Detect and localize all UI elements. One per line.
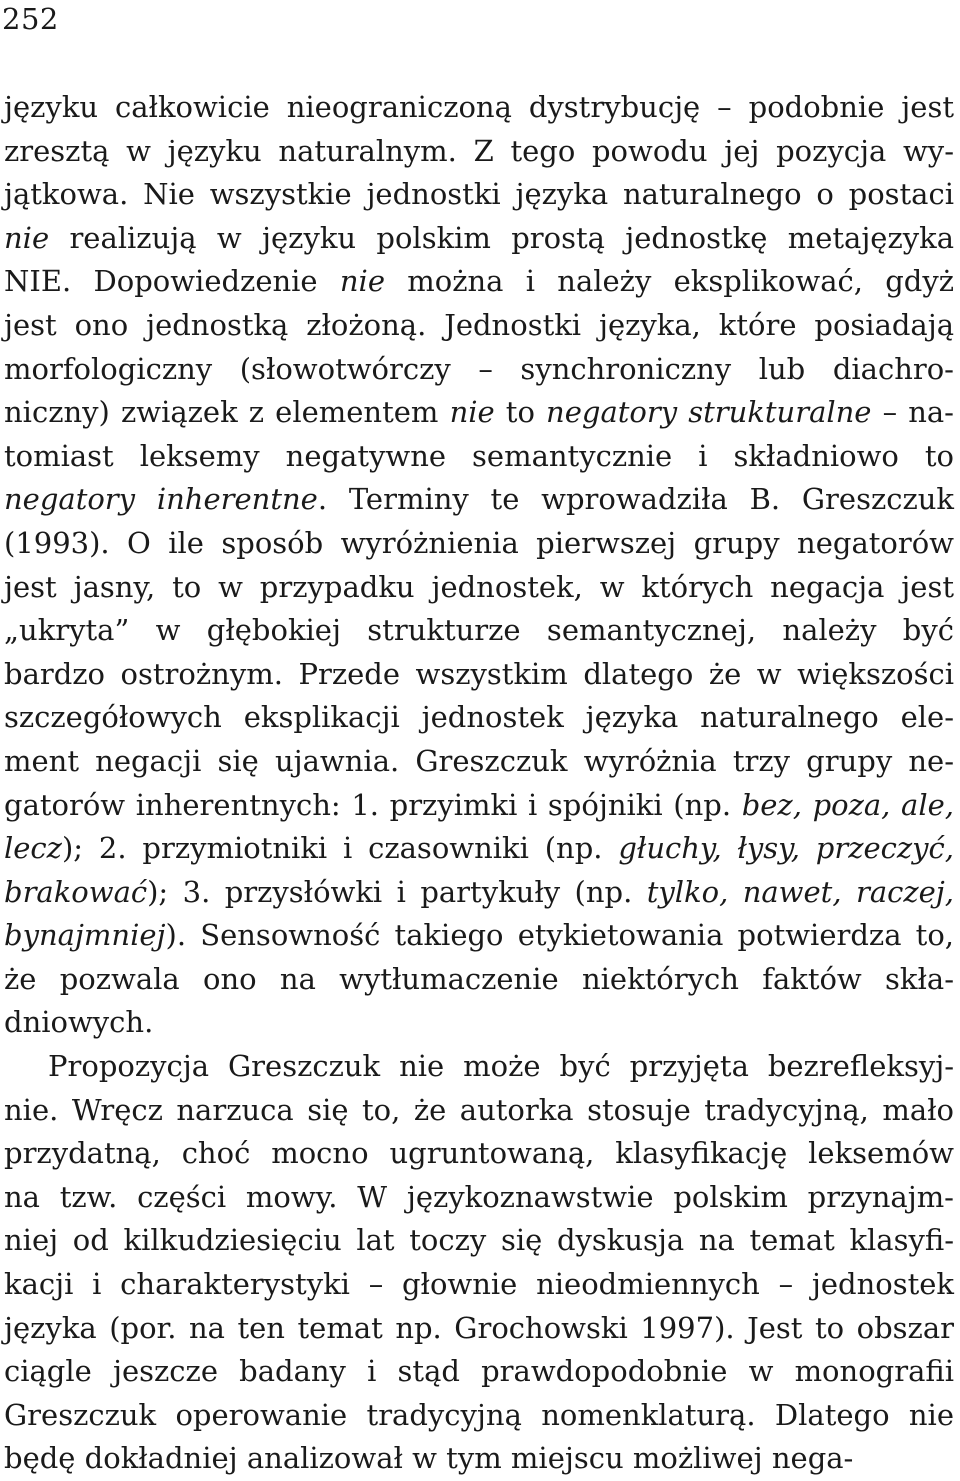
text-line [4, 130, 954, 174]
italic-term: lecz [4, 831, 62, 866]
text-run: na tzw. części mowy. W językoznawstwie polskim przynajm- [4, 1179, 954, 1214]
text-run: NIE. Dopowiedzenie [4, 264, 340, 299]
text-line [4, 1350, 954, 1394]
italic-term: głuchy, łysy, przeczyć, [618, 831, 954, 866]
text-run: tomiast leksemy negatywne semantycznie i składniowo to [4, 438, 954, 473]
text-run: języka (por. na ten temat np. Grochowski 1997). Jest to obszar [4, 1310, 954, 1345]
text-line [4, 1089, 954, 1133]
text-line [4, 914, 954, 958]
text-run: będę dokładniej analizował w tym miejscu możliwej nega- [4, 1441, 854, 1476]
text-run: Greszczuk operowanie tradycyjną nomenklaturą. Dlatego nie [4, 1397, 954, 1432]
text-line [4, 304, 954, 348]
text-run: – na- [871, 395, 954, 430]
text-run: przydatną, choć mocno ugruntowaną, klasyfikację leksemów [4, 1136, 954, 1171]
italic-term: negatory strukturalne [546, 395, 872, 430]
italic-term: bez, poza, ale, [741, 787, 954, 822]
text-line [4, 1176, 954, 1220]
text-line [4, 1263, 954, 1307]
text-run: ). Sensowność takiego etykietowania potwierdza to, [165, 918, 954, 953]
text-run: zresztą w języku naturalnym. Z tego powodu jej pozycja wy- [4, 133, 954, 168]
italic-term: nie [339, 264, 385, 299]
text-line [4, 566, 954, 610]
text-line [4, 1307, 954, 1351]
text-line [4, 86, 954, 130]
text-run: można i należy eksplikować, gdyż [385, 264, 954, 299]
text-run: morfologiczny (słowotwórczy – synchroniczny lub diachro- [4, 351, 954, 386]
text-run: ); 2. przymiotniki i czasowniki (np. [61, 831, 619, 866]
text-line [4, 173, 954, 217]
text-line [4, 958, 954, 1002]
text-line [4, 260, 954, 304]
text-run: Propozycja Greszczuk nie może być przyjęta bezrefleksyj- [48, 1049, 954, 1084]
text-line [4, 478, 954, 522]
text-line [4, 827, 954, 871]
text-line [4, 784, 954, 828]
text-line [4, 391, 954, 435]
paragraph [4, 86, 954, 1045]
text-line [4, 217, 954, 261]
text-line [4, 435, 954, 479]
text-run: nie. Wręcz narzuca się to, że autorka stosuje tradycyjną, mało [4, 1092, 954, 1127]
text-run: ); 3. przysłówki i partykuły (np. [147, 874, 647, 909]
text-line [4, 1437, 954, 1481]
text-run: gatorów inherentnych: 1. przyimki i spójniki (np. [4, 787, 742, 822]
text-line [4, 522, 954, 566]
text-line [4, 1001, 954, 1045]
italic-term: nie [449, 395, 495, 430]
text-run: ciągle jeszcze badany i stąd prawdopodobnie w monografii [4, 1354, 954, 1389]
text-line [4, 696, 954, 740]
text-run: kacji i charakterystyki – głownie nieodmiennych – jednostek [4, 1267, 954, 1302]
text-run: „ukryta” w głębokiej strukturze semantycznej, należy być [4, 613, 954, 648]
page-number: 252 [2, 2, 59, 36]
text-run: dniowych. [4, 1005, 154, 1040]
text-run: ment negacji się ujawnia. Greszczuk wyróżnia trzy grupy ne- [4, 743, 954, 778]
italic-term: brakować [4, 874, 148, 909]
italic-term: nie [4, 220, 50, 255]
text-run: języku całkowicie nieograniczoną dystrybucję – podobnie jest [4, 90, 954, 124]
text-run: szczegółowych eksplikacji jednostek języka naturalnego ele- [4, 700, 954, 735]
text-line [4, 609, 954, 653]
text-run: jątkowa. Nie wszystkie jednostki języka naturalnego o postaci [4, 177, 954, 212]
italic-term: tylko, nawet, raczej, [646, 874, 955, 909]
text-line [4, 1132, 954, 1176]
text-line [4, 348, 954, 392]
paragraph [4, 1045, 954, 1481]
text-line [4, 871, 954, 915]
text-run: (1993). O ile sposób wyróżnienia pierwszej grupy negatorów [4, 525, 954, 560]
text-run: to [494, 395, 547, 430]
text-line [4, 1394, 954, 1438]
text-line [4, 1045, 954, 1089]
text-run: . Terminy te wprowadziła B. Greszczuk [317, 482, 954, 517]
text-run: że pozwala ono na wytłumaczenie niektórych faktów skła- [4, 961, 954, 996]
text-run: jest jasny, to w przypadku jednostek, w których negacja jest [4, 569, 954, 604]
italic-term: bynajmniej [4, 918, 166, 953]
text-run: realizują w języku polskim prostą jednostkę metajęzyka [49, 220, 954, 255]
text-line [4, 1219, 954, 1263]
text-line [4, 740, 954, 784]
italic-term: negatory inherentne [4, 482, 318, 517]
text-run: jest ono jednostką złożoną. Jednostki języka, które posiadają [4, 307, 954, 342]
text-run: bardzo ostrożnym. Przede wszystkim dlatego że w większości [4, 656, 954, 691]
text-line [4, 653, 954, 697]
page-body [4, 86, 954, 1481]
text-run: niej od kilkudziesięciu lat toczy się dyskusja na temat klasyfi- [4, 1223, 954, 1258]
text-run: niczny) związek z elementem [4, 395, 450, 430]
